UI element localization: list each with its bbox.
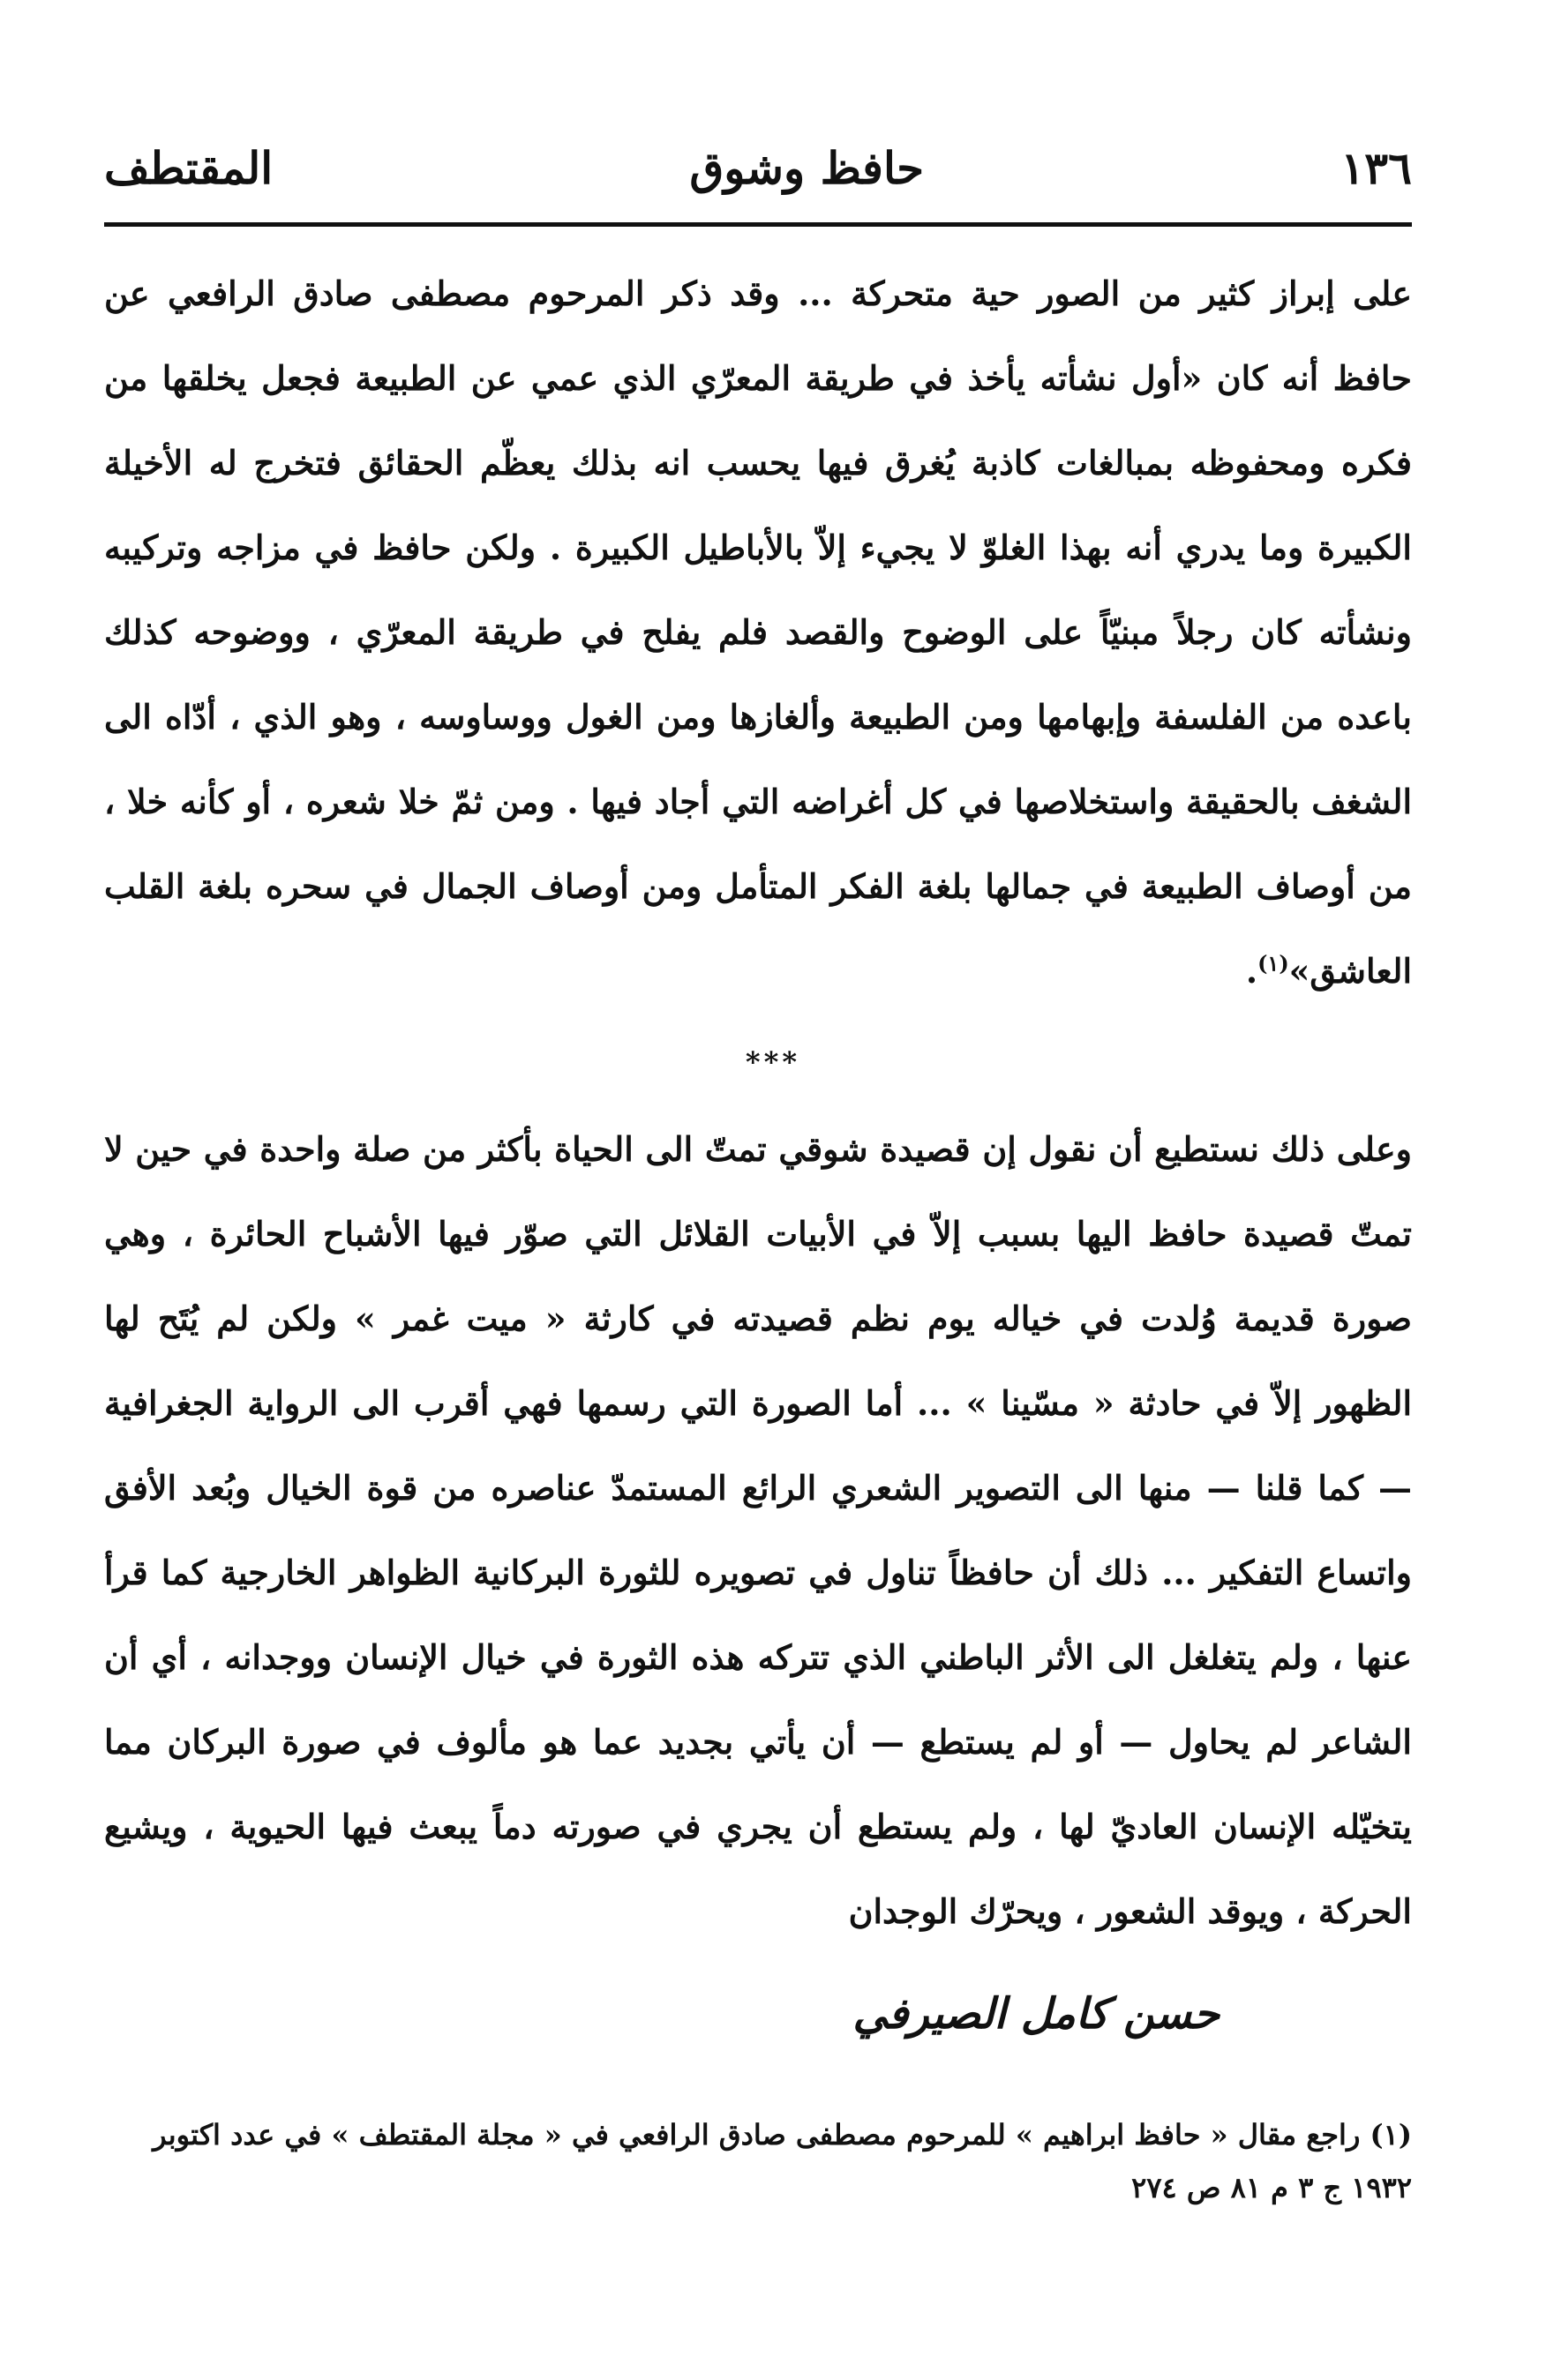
header-rule bbox=[104, 222, 1412, 227]
footnote-reference: (١) bbox=[1257, 950, 1289, 977]
body-paragraph-1: على إبراز كثير من الصور حية متحركة ... وقد ذكر المرحوم مصطفى صادق الرافعي عن حافظ أنه كان «أول نشأته يأخذ في طريقة المعرّي الذي عمي عن الطبيعة فجعل يخلقها من فكره ومحفوظه بمبالغات كاذبة يُغرق فيها يحسب انه بذلك يعظّم الحقائق فتخرج له الأخيلة الكبيرة وما يدري أنه بهذا الغلوّ لا يجيء إلاّ بالأباطيل الكبيرة . ولكن حافظ في مزاجه وتركيبه ونشأته كان رجلاً مبنيّاً على الوضوح والقصد فلم يفلح في طريقة المعرّي ، ووضوحه كذلك باعده من الفلسفة وإبهامها ومن الطبيعة وألغازها ومن الغول ووساوسه ، وهو الذي ، أدّاه الى الشغف بالحقيقة واستخلاصها في كل أغراضه التي أجاد فيها . ومن ثمّ خلا شعره ، أو كأنه خلا ، من أوصاف الطبيعة في جمالها بلغة الفكر المتأمل ومن أوصاف الجمال في سحره بلغة القلب العاشق»$^{(١)}$. bbox=[104, 273, 1412, 991]
paragraph-1-text: على إبراز كثير من الصور حية متحركة ... وقد ذكر المرحوم مصطفى صادق الرافعي عن حافظ أنه كان «أول نشأته يأخذ في طريقة المعرّي الذي عمي عن الطبيعة فجعل يخلقها من فكره ومحفوظه بمبالغات كاذبة يُغرق فيها يحسب انه بذلك يعظّم الحقائق فتخرج له الأخيلة الكبيرة وما يدري أنه بهذا الغلوّ لا يجيء إلاّ بالأباطيل الكبيرة . ولكن حافظ في مزاجه وتركيبه ونشأته كان رجلاً مبنيّاً على الوضوح والقصد فلم يفلح في طريقة المعرّي ، ووضوحه كذلك باعده من الفلسفة وإبهامها ومن الطبيعة وألغازها ومن الغول ووساوسه ، وهو الذي ، أدّاه الى الشغف بالحقيقة واستخلاصها في كل أغراضه التي أجاد فيها . ومن ثمّ خلا شعره ، أو كأنه خلا ، من أوصاف الطبيعة في جمالها بلغة الفكر المتأمل ومن أوصاف الجمال في سحره بلغة القلب العاشق» bbox=[104, 273, 1412, 991]
paragraph-2-text: وعلى ذلك نستطيع أن نقول إن قصيدة شوقي تمتّ الى الحياة بأكثر من صلة واحدة في حين لا تمتّ قصيدة حافظ اليها بسبب إلاّ في الأبيات القلائل التي صوّر فيها الأشباح الحائرة ، وهي صورة قديمة وُلدت في خياله يوم نظم قصيدته في كارثة « ميت غمر » ولكن لم يُتَح لها الظهور إلاّ في حادثة « مسّينا » ... أما الصورة التي رسمها فهي أقرب الى الرواية الجغرافية — كما قلنا — منها الى التصوير الشعري الرائع المستمدّ عناصره من قوة الخيال وبُعد الأفق واتساع التفكير ... ذلك أن حافظاً تناول في تصويره للثورة البركانية الظواهر الخارجية كما قرأ عنها ، ولم يتغلغل الى الأثر الباطني الذي تتركه هذه الثورة في خيال الإنسان ووجدانه ، أي أن الشاعر لم يحاول — أو لم يستطع — أن يأتي بجديد عما هو مألوف في صورة البركان مما يتخيّله الإنسان العاديّ لها ، ولم يستطع أن يجري في صورته دماً يبعث فيها الحيوية ، ويشيع الحركة ، ويوقد الشعور ، ويحرّك الوجدان bbox=[104, 1129, 1413, 1931]
footnote-line-1: (١) راجع مقال « حافظ ابراهيم » للمرحوم مصطفى صادق الرافعي في « مجلة المقتطف » في عدد اكتوبر bbox=[153, 2118, 1412, 2152]
footnote bbox=[104, 2108, 1412, 2214]
article-title: حافظ وشوق bbox=[689, 141, 925, 194]
page-header bbox=[104, 132, 1412, 203]
journal-name: المقتطف bbox=[104, 141, 274, 194]
author-signature: حسن كامل الصيرفي bbox=[852, 1989, 1220, 2039]
page-number: ١٣٦ bbox=[1340, 141, 1412, 194]
section-separator: *** bbox=[745, 1045, 801, 1079]
footnote-line-2: ١٩٣٢ ج ٣ م ٨١ ص ٢٧٤ bbox=[1131, 2171, 1412, 2204]
body-paragraph-2 bbox=[104, 1107, 1412, 1954]
